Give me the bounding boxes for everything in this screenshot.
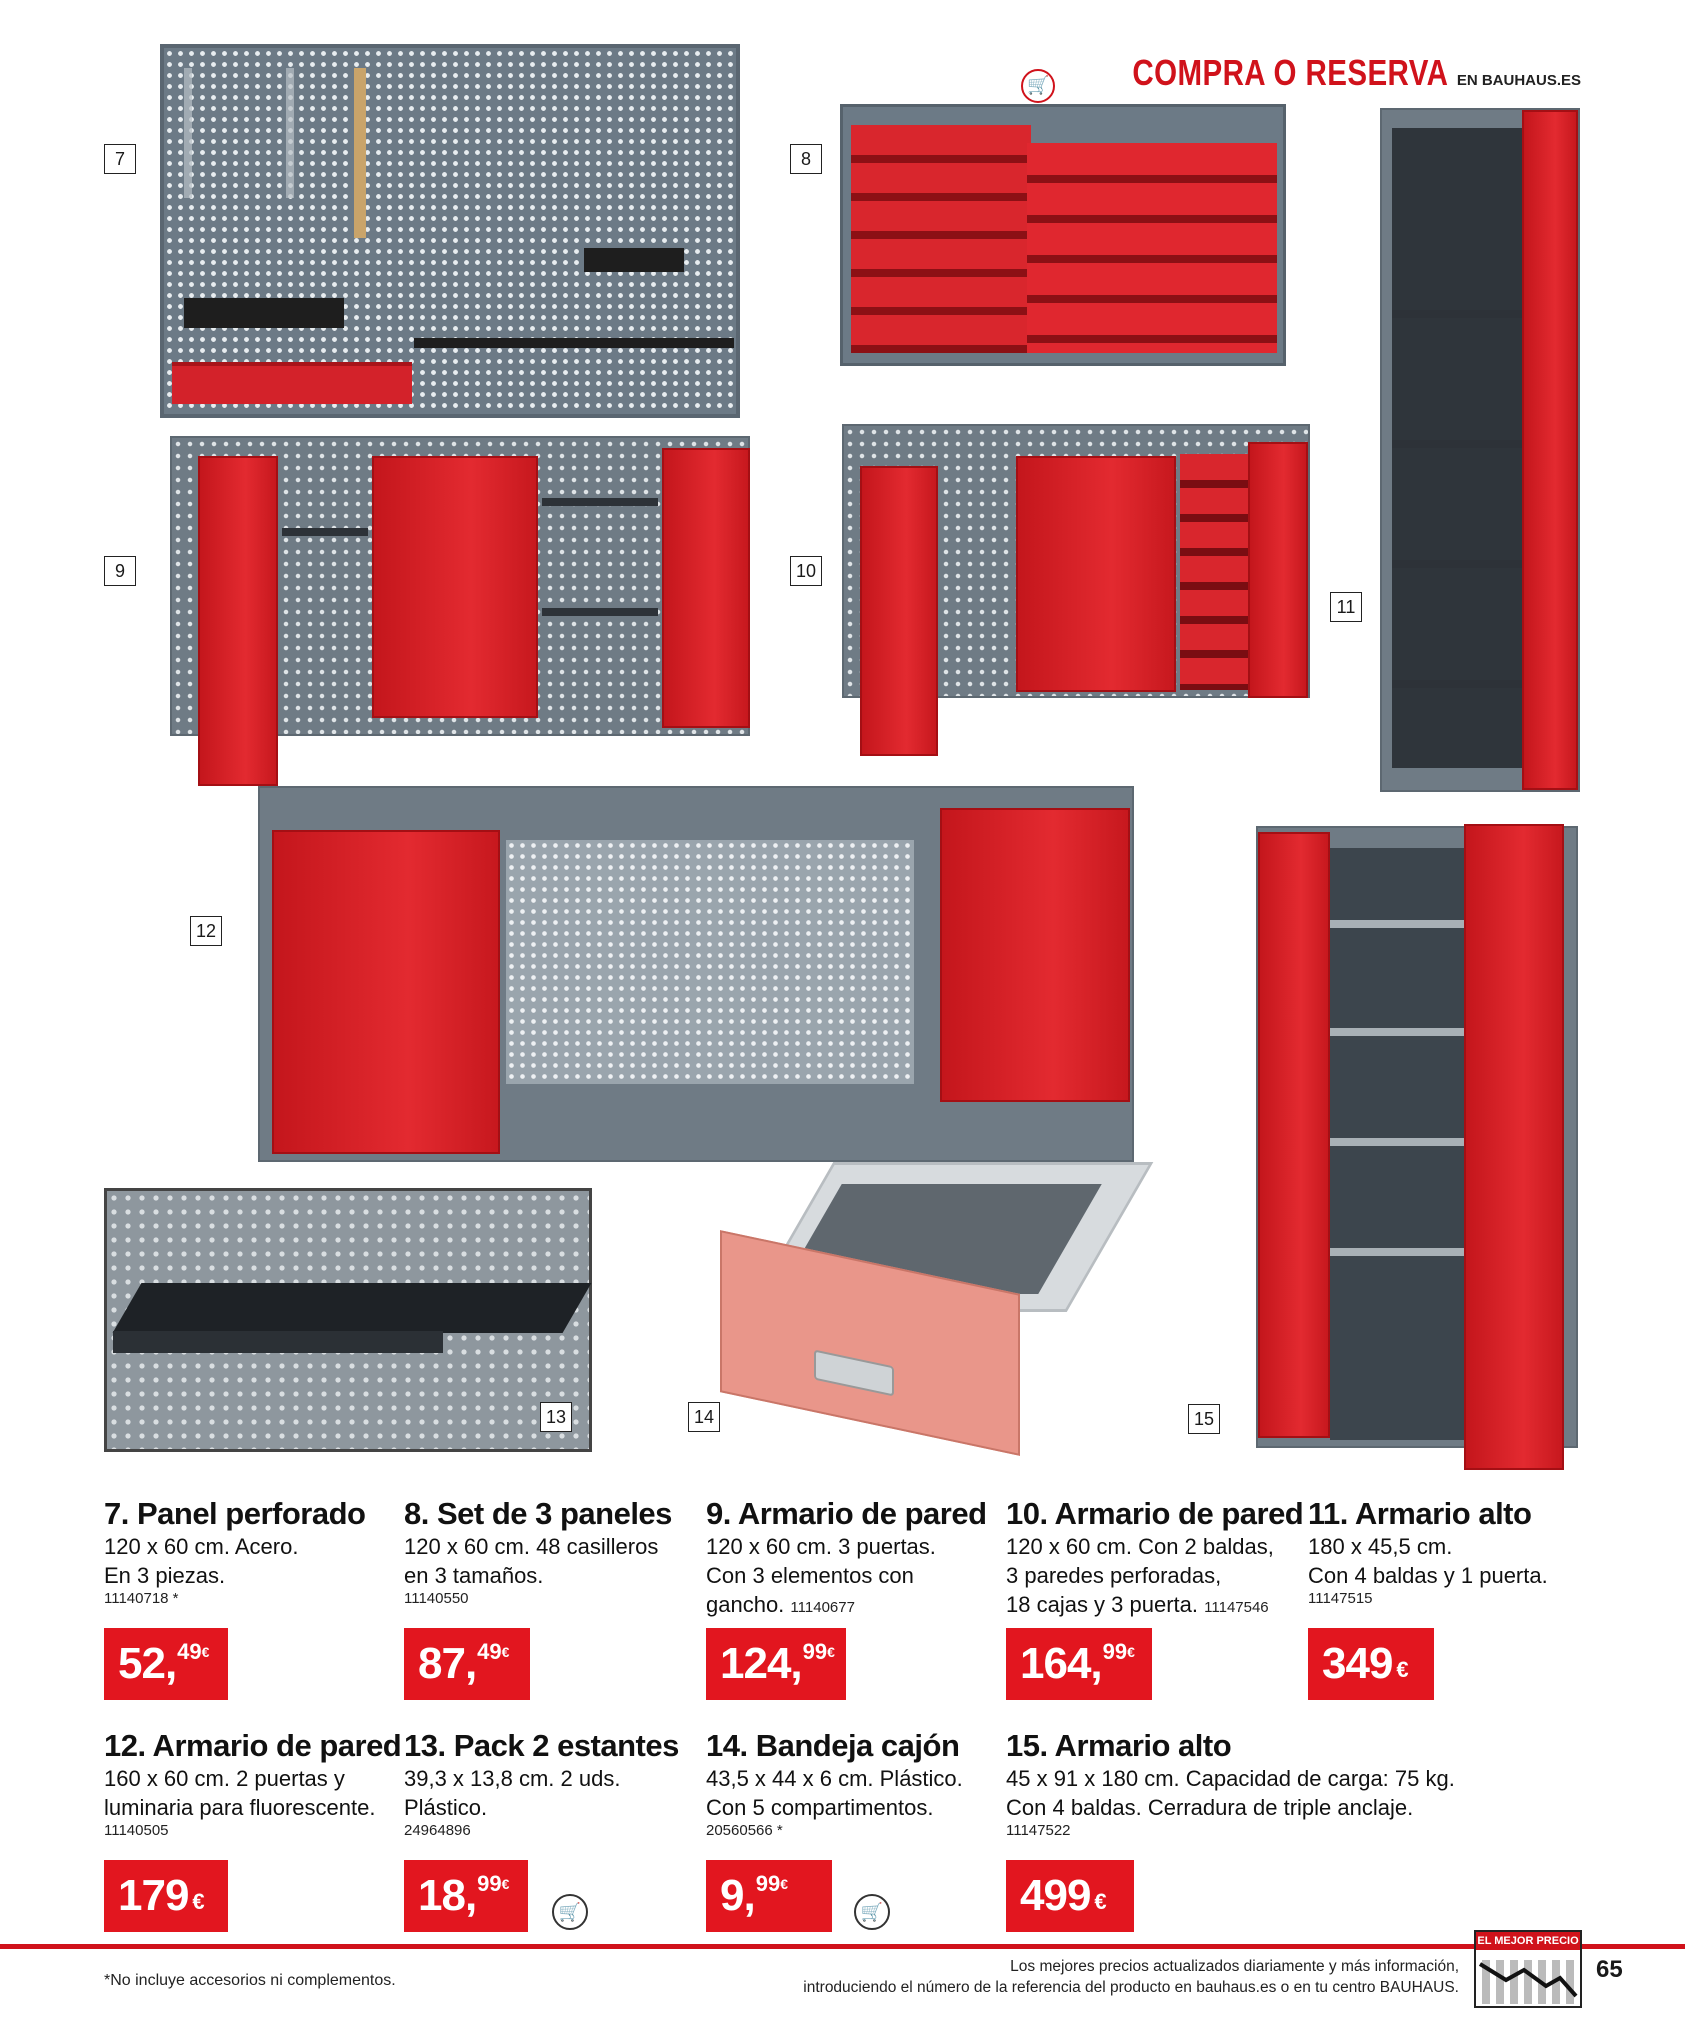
product-ref: 24964896 <box>404 1822 471 1839</box>
product-ref: 11140505 <box>104 1822 169 1839</box>
label-10: 10 <box>790 556 822 586</box>
product-13-text <box>404 1728 704 1839</box>
price-10: 164, 99 € <box>1006 1628 1152 1700</box>
product-title: 7. Panel perforado <box>104 1496 366 1531</box>
product-15-text <box>1006 1728 1566 1839</box>
label-9: 9 <box>104 556 136 586</box>
product-title: 9. Armario de pared <box>706 1496 987 1531</box>
footer-divider <box>0 1944 1685 1949</box>
product-15-image <box>1256 826 1578 1448</box>
product-12-image <box>258 786 1134 1162</box>
label-14: 14 <box>688 1402 720 1432</box>
product-9-text <box>706 1496 1006 1622</box>
price-9: 124, 99 € <box>706 1628 846 1700</box>
compra-o-reserva-banner[interactable] <box>1021 52 1581 97</box>
product-title: 12. Armario de pared <box>104 1728 402 1763</box>
product-11-image <box>1380 108 1580 792</box>
cart-icon: 🛒 <box>1021 69 1055 103</box>
price-13: 18, 99 € <box>404 1860 528 1932</box>
product-ref: 20560566 * <box>706 1822 783 1839</box>
product-9-image <box>170 436 750 736</box>
page-number: 65 <box>1596 1956 1623 1983</box>
label-15: 15 <box>1188 1404 1220 1434</box>
product-desc: 43,5 x 44 x 6 cm. Plástico. Con 5 compartimentos. <box>706 1766 963 1820</box>
product-title: 15. Armario alto <box>1006 1728 1232 1763</box>
product-desc: 160 x 60 cm. 2 puertas y luminaria para fluorescente. <box>104 1766 376 1820</box>
product-13-image <box>104 1188 592 1452</box>
product-title: 13. Pack 2 estantes <box>404 1728 679 1763</box>
footnote: *No incluye accesorios ni complementos. <box>104 1972 396 1989</box>
price-14: 9, 99 € <box>706 1860 832 1932</box>
product-7-text <box>104 1496 404 1607</box>
product-desc: 39,3 x 13,8 cm. 2 uds. Plástico. <box>404 1766 621 1820</box>
product-desc: 120 x 60 cm. 3 puertas. Con 3 elementos con gancho. 11140677 <box>706 1534 936 1617</box>
price-11: 349 € <box>1308 1628 1434 1700</box>
cart-icon[interactable]: 🛒 <box>854 1894 890 1930</box>
product-7-image <box>160 44 740 418</box>
product-8-image <box>840 104 1286 366</box>
banner-subtitle: EN BAUHAUS.ES <box>1456 72 1581 89</box>
product-ref: 11140550 <box>404 1590 469 1607</box>
label-11: 11 <box>1330 592 1362 622</box>
product-desc: 45 x 91 x 180 cm. Capacidad de carga: 75 kg. Con 4 baldas. Cerradura de triple anclaje. <box>1006 1766 1455 1820</box>
product-title: 11. Armario alto <box>1308 1496 1532 1531</box>
product-desc: 120 x 60 cm. Acero. En 3 piezas. <box>104 1534 299 1588</box>
product-11-text <box>1308 1496 1598 1607</box>
banner-title: COMPRA O RESERVA <box>1132 52 1449 93</box>
price-12: 179 € <box>104 1860 228 1932</box>
price-7: 52, 49 € <box>104 1628 228 1700</box>
product-12-text <box>104 1728 404 1839</box>
product-ref: 11147522 <box>1006 1822 1071 1839</box>
mejor-precio-badge: EL MEJOR PRECIO <box>1474 1930 1582 2008</box>
product-title: 14. Bandeja cajón <box>706 1728 960 1763</box>
product-ref: 11140718 * <box>104 1590 179 1607</box>
price-15: 499 € <box>1006 1860 1134 1932</box>
product-14-text <box>706 1728 1006 1839</box>
label-13: 13 <box>540 1402 572 1432</box>
product-title: 8. Set de 3 paneles <box>404 1496 672 1531</box>
label-8: 8 <box>790 144 822 174</box>
product-10-text <box>1006 1496 1306 1622</box>
product-desc: 120 x 60 cm. 48 casilleros en 3 tamaños. <box>404 1534 659 1588</box>
cart-icon[interactable]: 🛒 <box>552 1894 588 1930</box>
label-7: 7 <box>104 144 136 174</box>
price-8: 87, 49 € <box>404 1628 530 1700</box>
product-10-image <box>842 424 1310 698</box>
product-desc: 180 x 45,5 cm. Con 4 baldas y 1 puerta. <box>1308 1534 1548 1588</box>
product-ref: 11147515 <box>1308 1590 1373 1607</box>
product-8-text <box>404 1496 704 1607</box>
price-chart-icon <box>1476 1950 1580 2006</box>
footer-info: Los mejores precios actualizados diariamente y más información, introduciendo el número de la referencia del producto en bauhaus.es o en tu centro BAUHAUS. <box>803 1958 1459 1996</box>
product-title: 10. Armario de pared <box>1006 1496 1304 1531</box>
product-14-image <box>720 1162 1130 1462</box>
label-12: 12 <box>190 916 222 946</box>
product-desc: 120 x 60 cm. Con 2 baldas, 3 paredes perforadas, 18 cajas y 3 puerta. 11147546 <box>1006 1534 1274 1617</box>
